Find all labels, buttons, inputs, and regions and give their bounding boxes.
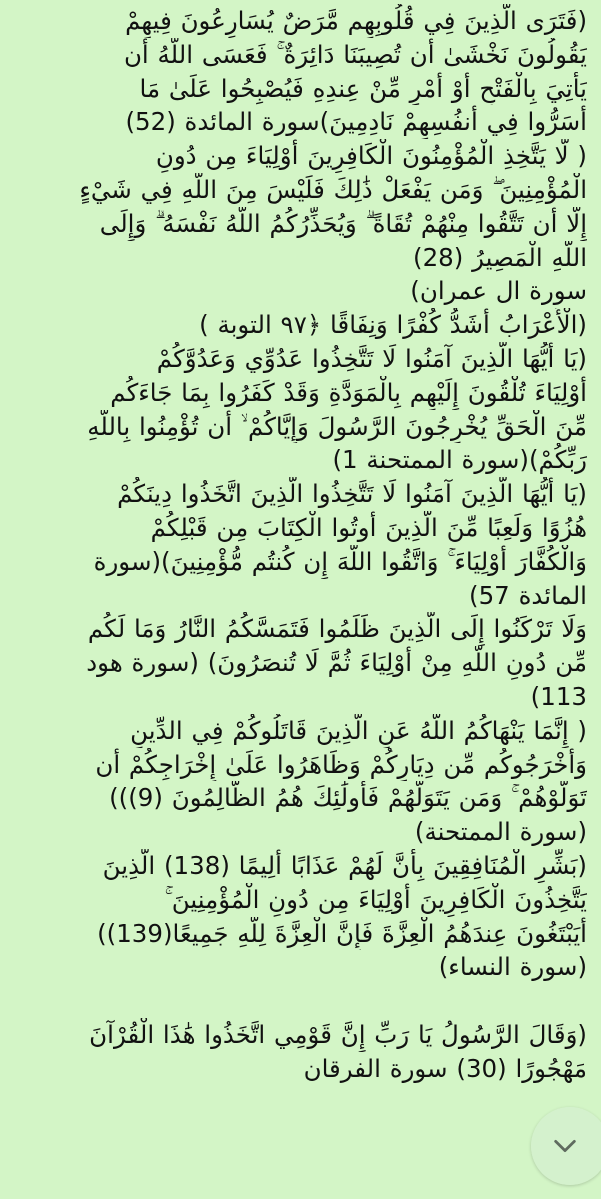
message-line: مَهْجُورًا (30) سورة الفرقان (303, 1053, 587, 1083)
message-line: إِلَّا أَن تَتَّقُوا مِنْهُمْ تُقَاةً ۗ وَيُحَذِّرُكُمُ اللَّهُ نَفْسَهُ ۗ وَإِلَى (99, 208, 587, 238)
message-line: (بَشِّرِ الْمُنَافِقِينَ بِأَنَّ لَهُمْ عَذَابًا أَلِيمًا (138) الَّذِينَ (102, 850, 587, 880)
message-line: (سورة الممتحنة) (414, 817, 587, 847)
scroll-down-button[interactable] (531, 1107, 601, 1185)
message-line: وَالْكُفَّارَ أَوْلِيَاءَ ۚ وَاتَّقُوا اللَّهَ إِن كُنتُم مُّؤْمِنِينَ)(سورة (93, 546, 587, 576)
message-line: هُزُوًا وَلَعِبًا مِّنَ الَّذِينَ أُوتُوا الْكِتَابَ مِن قَبْلِكُمْ (150, 512, 587, 542)
message-line: وَأَخْرَجُوكُم مِّن دِيَارِكُمْ وَظَاهَرُوا عَلَىٰ إِخْرَاجِكُمْ أَن (95, 749, 587, 779)
message-line: الْمُؤْمِنِينَ ۖ وَمَن يَفْعَلْ ذَٰلِكَ فَلَيْسَ مِنَ اللَّهِ فِي شَيْءٍ (79, 174, 587, 204)
message-line: ( لَّا يَتَّخِذِ الْمُؤْمِنُونَ الْكَافِرِينَ أَوْلِيَاءَ مِن دُونِ (155, 141, 587, 171)
message-line: (وَقَالَ الرَّسُولُ يَا رَبِّ إِنَّ قَوْمِي اتَّخَذُوا هَٰذَا الْقُرْآنَ (89, 1019, 587, 1049)
message-line: (الْأَعْرَابُ أَشَدُّ كُفْرًا وَنِفَاقًا ﴿٩٧ التوبة ) (199, 310, 587, 340)
message-line: المائدة 57) (469, 580, 587, 610)
message-line: أَوْلِيَاءَ تُلْقُونَ إِلَيْهِم بِالْمَوَدَّةِ وَقَدْ كَفَرُوا بِمَا جَاءَكُم (110, 377, 587, 407)
message-line: اللَّهِ الْمَصِيرُ (28) (413, 242, 587, 272)
message-line: (يَا أَيُّهَا الَّذِينَ آمَنُوا لَا تَتَّخِذُوا الَّذِينَ اتَّخَذُوا دِينَكُمْ (117, 479, 587, 509)
message-line: (سورة النساء) (438, 952, 587, 982)
message-line: وَلَا تَرْكَنُوا إِلَى الَّذِينَ ظَلَمُوا فَتَمَسَّكُمُ النَّارُ وَمَا لَكُم (87, 614, 587, 644)
message-line: أَسَرُّوا فِي أَنفُسِهِمْ نَادِمِينَ)سورة المائدة (52) (125, 107, 587, 137)
message-line: يَأْتِيَ بِالْفَتْحِ أَوْ أَمْرٍ مِّنْ عِندِهِ فَيُصْبِحُوا عَلَىٰ مَا (139, 73, 587, 103)
chevron-down-icon (551, 1132, 579, 1160)
message-line: أَيَبْتَغُونَ عِندَهُمُ الْعِزَّةَ فَإِنَّ الْعِزَّةَ لِلَّهِ جَمِيعًا(139)) (97, 918, 587, 948)
message-line: تَوَلَّوْهُمْ ۚ وَمَن يَتَوَلَّهُمْ فَأُولَٰئِكَ هُمُ الظَّالِمُونَ (9))) (109, 783, 587, 813)
message-line: 113) (530, 681, 587, 711)
message-line: يَتَّخِذُونَ الْكَافِرِينَ أَوْلِيَاءَ مِن دُونِ الْمُؤْمِنِينَ ۚ (164, 884, 587, 914)
message-line: (فَتَرَى الَّذِينَ فِي قُلُوبِهِم مَّرَضٌ يُسَارِعُونَ فِيهِمْ (125, 6, 587, 35)
message-text (10, 4, 587, 1086)
message-line: سورة ال عمران) (410, 276, 587, 306)
message-line: (يَا أَيُّهَا الَّذِينَ آمَنُوا لَا تَتَّخِذُوا عَدُوِّي وَعَدُوَّكُمْ (156, 343, 587, 373)
message-line: مِّنَ الْحَقِّ يُخْرِجُونَ الرَّسُولَ وَإِيَّاكُمْ ۙ أَن تُؤْمِنُوا بِاللَّهِ (87, 411, 587, 441)
message-line: يَقُولُونَ نَخْشَىٰ أَن تُصِيبَنَا دَائِرَةٌ ۚ فَعَسَى اللَّهُ أَن (123, 39, 587, 69)
message-line: ( إِنَّمَا يَنْهَاكُمُ اللَّهُ عَنِ الَّذِينَ قَاتَلُوكُمْ فِي الدِّينِ (130, 715, 587, 745)
message-line: مِّن دُونِ اللَّهِ مِنْ أَوْلِيَاءَ ثُمَّ لَا تُنصَرُونَ) (سورة هود (86, 648, 587, 678)
message-line: رَبِّكُمْ)(سورة الممتحنة 1) (332, 445, 587, 475)
blank-line (10, 984, 587, 1018)
